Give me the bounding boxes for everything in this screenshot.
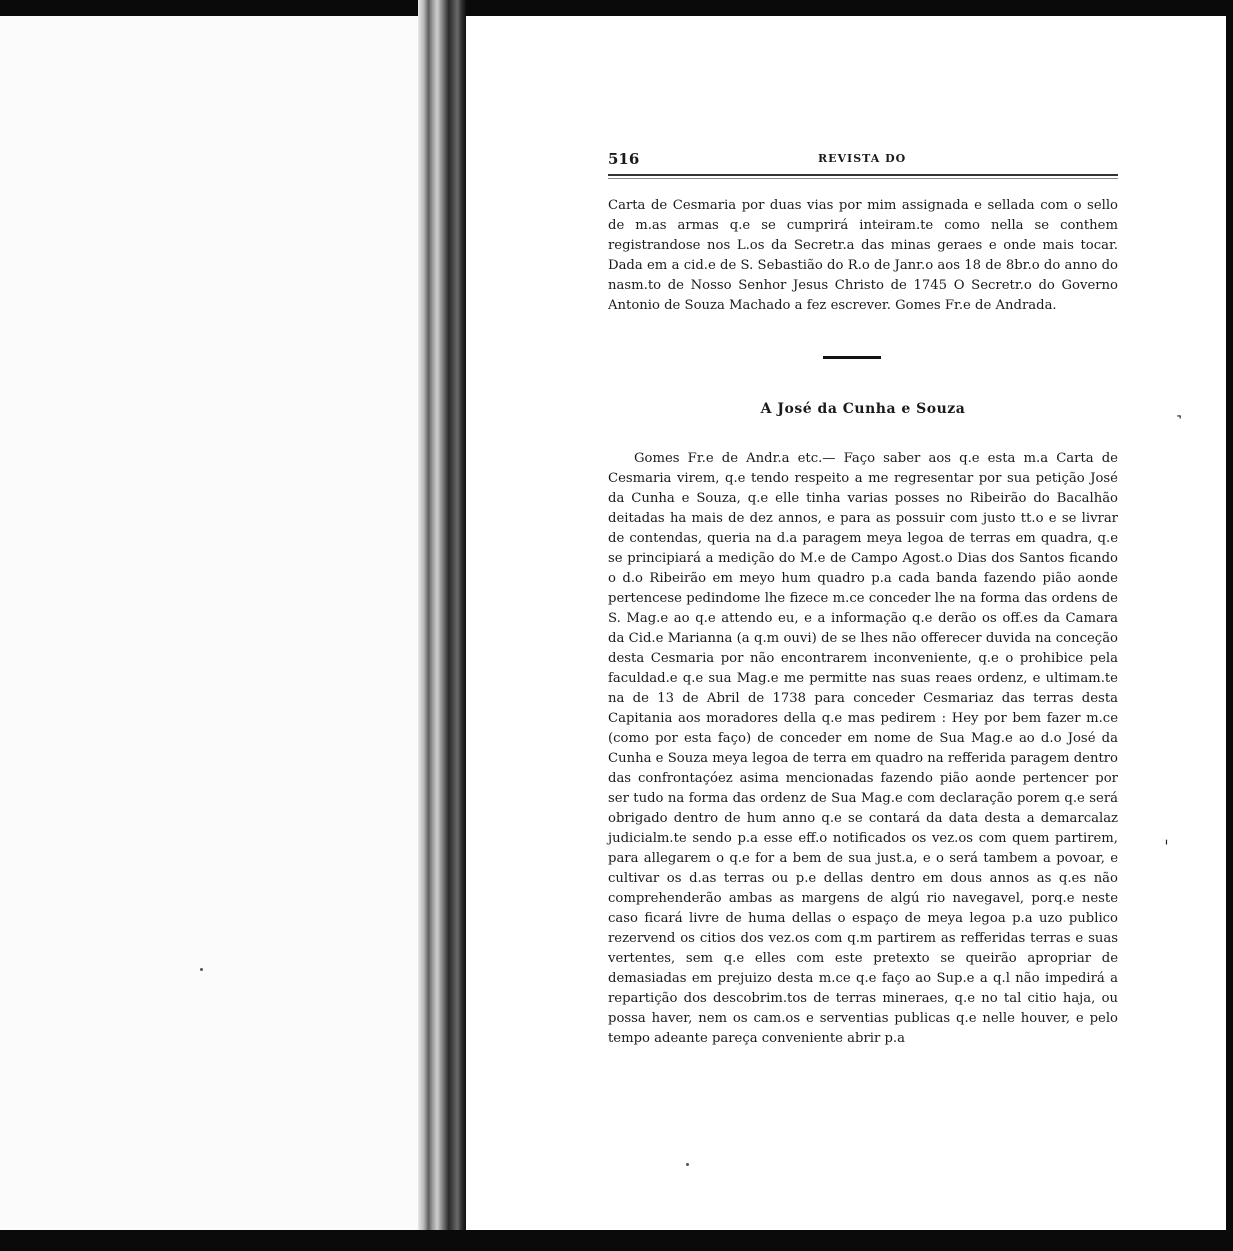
book-spine-gutter — [418, 0, 466, 1251]
scan-border-top — [0, 0, 1233, 16]
margin-mark: ˺ — [1176, 413, 1182, 434]
page-header — [608, 150, 1118, 174]
scan-border-right — [1226, 0, 1233, 1251]
paper-speck — [200, 968, 203, 971]
body-paragraph: Carta de Cesmaria por duas vias por mim assignada e sellada com o sello de m.as armas q.e se cumprirá inteiram.te como nella se conthem registrandose nos L.os da Secretr.a das minas geraes e onde mais tocar. Dada em a cid.e de S. Sebastião do R.o de Janr.o aos 18 de 8br.o do anno do nasm.to de Nosso Senhor Jesus Christo de 1745 O Secretr.o do Governo Antonio de Souza Machado a fez escrever. Gomes Fr.e de Andrada. — [608, 198, 1118, 313]
document-page — [608, 150, 1118, 1046]
body-paragraph: Gomes Fr.e de Andr.a etc.— Faço saber aos q.e esta m.a Carta de Cesmaria virem, q.e tendo respeito a me regresentar por sua petição José da Cunha e Souza, q.e elle tinha varias posses no Ribeirão do Bacalhão deitadas ha mais de dez annos, e para as possuir com justo tt.o e se livrar de contendas, queria na d.a paragem meya legoa de terras em quadra, q.e se principiará a medição do M.e de Campo Agost.o Dias dos Santos ficando o d.o Ribeirão em meyo hum quadro p.a cada banda fazendo pião aonde pertencese pedindome lhe fizece m.ce conceder lhe na forma das ordens de S. Mag.e ao q.e attendo eu, e a informação q.e derão os off.es da Camara da Cid.e Marianna (a q.m ouvi) de se lhes não offerecer duvida na conceção desta Cesmaria por não encontrarem inconveniente, q.e o prohibice pela faculdad.e q.e sua Mag.e me permitte nas suas reaes ordenz, e ultimam.te na de 13 de Abril de 1738 para conceder Cesmariaz das terras desta Capitania aos moradores della q.e mas pedirem : Hey por bem fazer m.ce (como por esta faço) de conceder em nome de Sua Mag.e ao d.o José da Cunha e Souza meya legoa de terra em quadro na refferida paragem dentro das confrontaçóez asima mencionadas fazendo pião aonde pertencer por ser tudo na forma das ordenz de Sua Mag.e com declaração porem q.e será obrigado dentro de hum anno q.e se contará da data desta a demarcalaz judicialm.te sendo p.a esse eff.o notificados os vez.os com quem partirem, para allegarem o q.e for a bem de sua just.a, e o será tambem a povoar, e cultivar os d.as terras ou p.e dellas dentro em dous annos as q.es não comprehenderão ambas as margens de algú rio navegavel, porq.e neste caso ficará livre de huma dellas o espaço de meya legoa p.a uzo publico rezervend os citios dos vez.os com q.m partirem as refferidas terras e suas vertentes, sem q.e elles com este pretexto se queirão apropriar de demasiadas em prejuizo desta m.ce q.e faço ao Sup.e a q.l não impedirá a repartição dos descobrim.tos de terras mineraes, q.e no tal citio haja, ou possa haver, nem os cam.os e serventias publicas q.e nelle houver, e pelo tempo adeante pareça conveniente abrir p.a — [608, 451, 1118, 1046]
running-head: REVISTA DO — [818, 152, 907, 165]
section-title: A José da Cunha e Souza — [760, 401, 966, 417]
section-divider — [823, 356, 881, 359]
scan-border-bottom — [0, 1230, 1233, 1251]
paper-speck — [686, 1163, 689, 1166]
header-rule — [608, 174, 1118, 176]
header-rule-thin — [608, 178, 1118, 179]
margin-mark: ˌ — [1164, 826, 1169, 847]
left-page-blank — [0, 16, 418, 1230]
page-number: 516 — [608, 150, 640, 168]
